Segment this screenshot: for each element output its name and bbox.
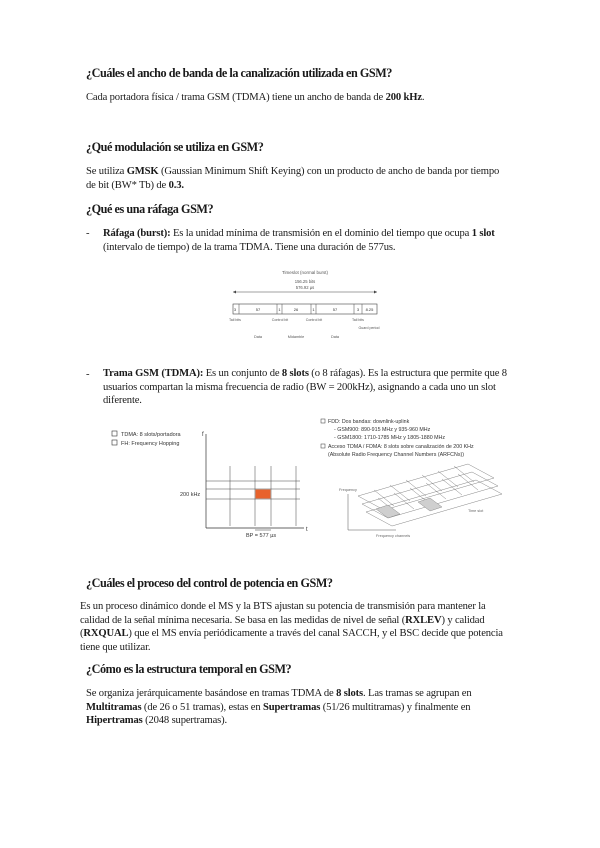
text: Es un proceso dinámico donde el MS y la BTS ajustan su potencia de transmisión para mantener la calidad de la señal mínima necesaria. Se basa en las medidas de nivel de señal ( xyxy=(80,601,486,626)
label-control-bit: Control bit xyxy=(305,318,323,322)
heading-modulation: ¿Qué modulación se utiliza en GSM? xyxy=(86,140,264,154)
text: (Gaussian Minimum Shift Keying) con un producto de ancho de banda por tiempo de bit (BW* Tb) de xyxy=(86,166,500,191)
text-bold: RXQUAL xyxy=(83,628,129,640)
fdd-line5: (Absolute Radio Frequency Channel Numbers (ARFCNs)) xyxy=(328,452,465,458)
checkbox-icon xyxy=(112,440,117,445)
field-value: 3 xyxy=(233,307,237,312)
burst-diagram xyxy=(225,268,385,344)
text: Se utiliza xyxy=(86,166,127,177)
hatch-line xyxy=(406,480,426,496)
paragraph-power-control xyxy=(80,600,516,654)
checkbox-icon xyxy=(321,419,325,423)
burst-frame xyxy=(233,304,377,314)
text-bold: RXLEV xyxy=(405,614,442,626)
fdd-line4: Acceso TDMA / FDMA: 8 slots sobre canalización de 200 KHz xyxy=(328,444,474,450)
field-value: 8.25 xyxy=(365,307,374,312)
text: ) y calidad ( xyxy=(80,614,485,640)
text: Es un conjunto de xyxy=(203,368,282,379)
axis-channels-label: Frequency channels xyxy=(376,534,411,538)
heading-power-control: ¿Cuáles el proceso del control de potencia en GSM? xyxy=(86,576,333,590)
hatch-line xyxy=(438,471,458,487)
hatch-line xyxy=(426,483,446,499)
text-bold: 1 slot xyxy=(471,228,495,239)
heading-burst: ¿Qué es una ráfaga GSM? xyxy=(86,202,214,216)
text: (intervalo de tiempo) de la trama TDMA. Tiene una duración de 577us. xyxy=(103,241,396,253)
paragraph-burst xyxy=(103,227,513,254)
bw-label: 200 kHz xyxy=(180,492,201,498)
text-bold: GMSK xyxy=(126,166,159,177)
text: . xyxy=(421,92,425,103)
checkbox-icon xyxy=(321,444,325,448)
tdma-diagram xyxy=(108,426,314,550)
fdd-line3: - GSM1800: 1710-1785 MHz y 1805-1880 MHz xyxy=(334,435,445,441)
active-slot xyxy=(256,490,271,499)
field-value: 1 xyxy=(312,307,315,312)
axis-f-label: f xyxy=(202,432,204,438)
text: (o 8 ráfagas). Es la estructura que permite que 8 usuarios compartan la misma frecuencia de radio (BW = 200kHz), asignando a cada uno un slot diferente. xyxy=(103,368,507,407)
arrow-left xyxy=(233,291,236,294)
axis-t-label: t xyxy=(306,527,308,533)
heading-bandwidth: ¿Cuáles el ancho de banda de la canalización utilizada en GSM? xyxy=(86,66,392,80)
field-value: 26 xyxy=(293,307,299,312)
arrow-right xyxy=(374,291,377,294)
field-value: 57 xyxy=(255,307,261,312)
field-value: 3 xyxy=(356,307,360,312)
text-bold: 200 kHz xyxy=(385,92,422,103)
text-bold: 8 slots xyxy=(336,688,363,699)
text-bold: Multitramas xyxy=(86,701,142,713)
checkbox-icon xyxy=(112,431,117,436)
label-control-bit: Control bit xyxy=(271,318,289,322)
axis-timeslot-label: Time slot xyxy=(468,509,484,513)
text-bold: Trama GSM (TDMA): xyxy=(103,368,204,379)
text-bold: 8 slots xyxy=(281,368,309,379)
paragraph-modulation xyxy=(86,165,506,192)
channel-blocks xyxy=(358,464,502,526)
text: Cada portadora física / trama GSM (TDMA) tiene un ancho de banda de xyxy=(86,92,386,103)
label-guard-period: Guard period xyxy=(358,326,380,330)
paragraph-bandwidth xyxy=(86,91,526,105)
highlight-slot xyxy=(418,498,442,511)
label-tail-bits: Tail bits xyxy=(229,318,241,322)
hatch-line xyxy=(390,485,410,501)
label-midamble: Midamble xyxy=(287,335,305,339)
hatch-line xyxy=(422,475,442,491)
label-tail-bits: Tail bits xyxy=(352,318,364,322)
label-data: Data xyxy=(253,335,263,339)
legend-fh: FH: Frequency Hopping xyxy=(121,441,180,447)
text-bold: Ráfaga (burst): xyxy=(103,228,171,239)
legend-tdma: TDMA: 8 slots/portadora xyxy=(121,432,181,438)
burst-duration-top: 156.25 bits xyxy=(294,279,316,284)
fdd-line1: FDD: Dos bandas: downlink-uplink xyxy=(328,419,410,425)
heading-time-structure: ¿Cómo es la estructura temporal en GSM? xyxy=(86,662,292,676)
text: Se organiza jerárquicamente basándose en tramas TDMA de xyxy=(86,688,337,699)
field-value: 1 xyxy=(278,307,281,312)
text-bold: Supertramas xyxy=(263,701,321,713)
paragraph-tdma-frame xyxy=(103,367,515,408)
burst-duration-bottom: 576.92 µs xyxy=(295,285,315,290)
paragraph-time-structure xyxy=(86,687,506,728)
burst-title: Timeslot (normal burst) xyxy=(281,270,329,275)
highlight-slot xyxy=(376,505,400,518)
fdd-diagram xyxy=(318,414,514,542)
bullet-dash: - xyxy=(86,228,90,239)
text-bold: 0.3. xyxy=(168,179,184,191)
fdd-line2: - GSM900: 890-915 MHz y 935-960 MHz xyxy=(334,427,431,433)
hatch-line xyxy=(442,479,462,495)
text: (51/26 multitramas) y finalmente en xyxy=(320,701,471,713)
hatch-line xyxy=(394,493,414,509)
bp-label: BP = 577 µs xyxy=(246,533,277,539)
text-bold: Hipertramas xyxy=(86,715,143,727)
text: (de 26 o 51 tramas), estas en xyxy=(141,701,263,713)
bullet-dash: - xyxy=(86,369,90,380)
text: (2048 supertramas). xyxy=(142,715,227,727)
axis-frequency-label: Frequency xyxy=(339,488,357,492)
hatch-line xyxy=(454,466,474,482)
label-data: Data xyxy=(330,335,340,339)
text: ) que el MS envía periódicamente a través del canal SACCH, y el BSC decide que potencia tiene que utilizar. xyxy=(80,628,503,653)
hatch-line xyxy=(374,490,394,506)
text: Es la unidad mínima de transmisión en el dominio del tiempo que ocupa xyxy=(170,228,472,239)
text: . Las tramas se agrupan en xyxy=(363,688,472,699)
field-value: 57 xyxy=(332,307,338,312)
